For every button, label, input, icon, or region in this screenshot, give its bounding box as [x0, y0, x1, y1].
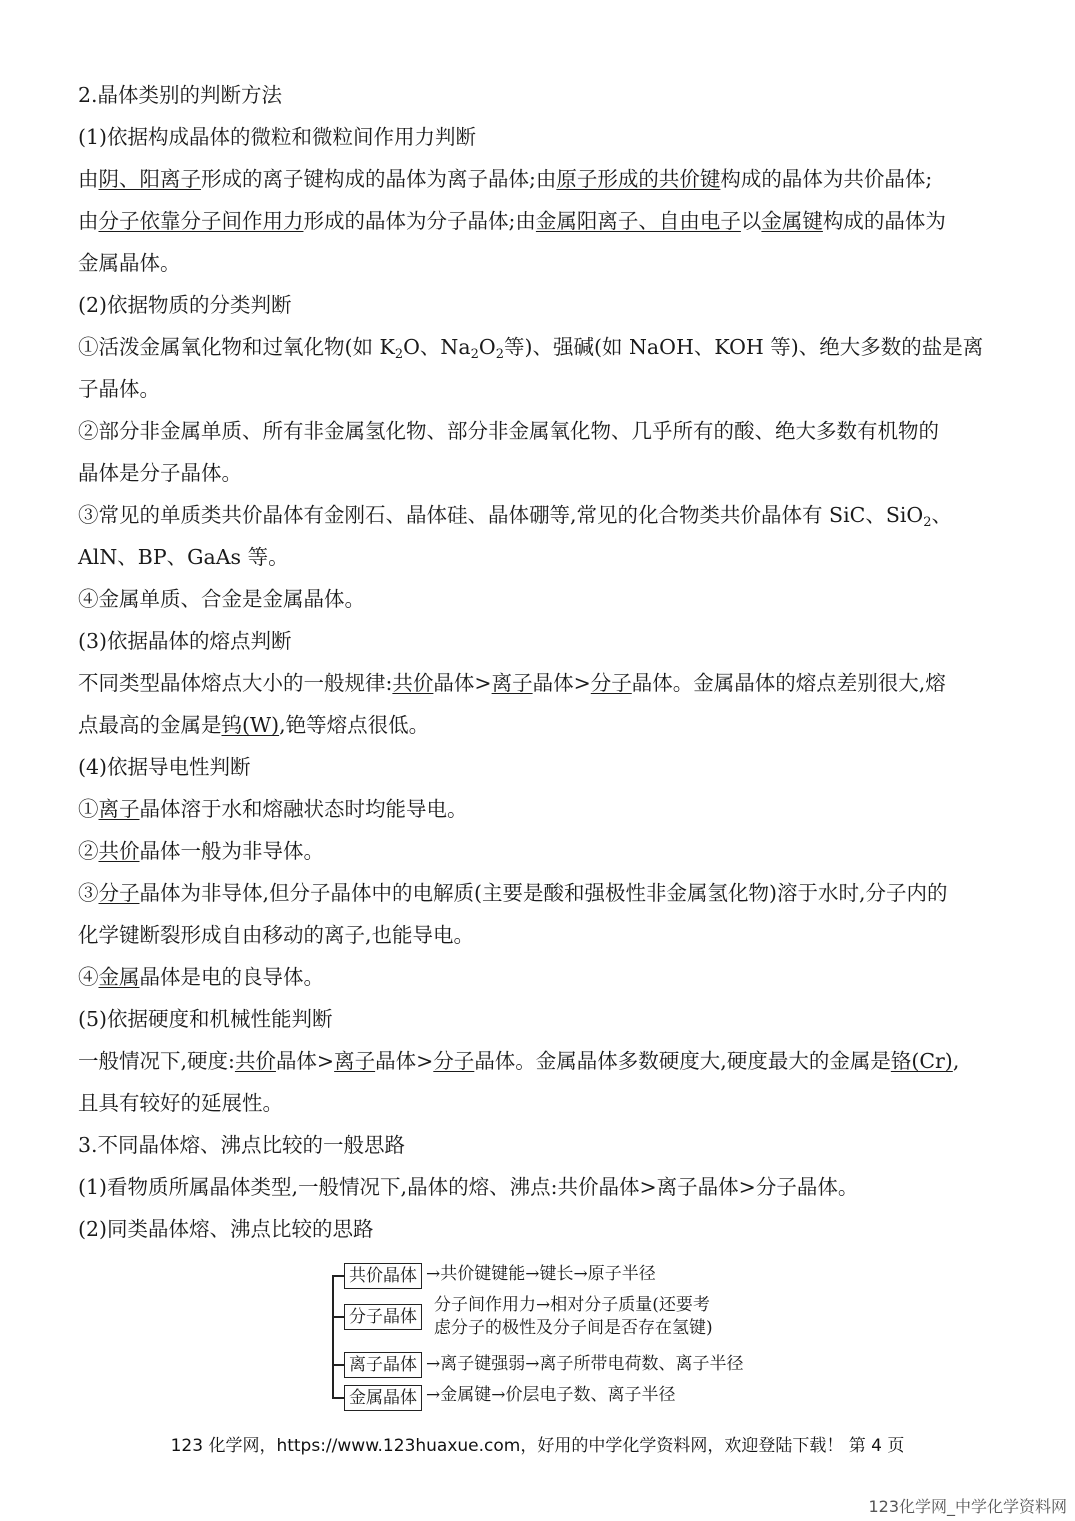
subheading-1: (1)依据构成晶体的微粒和微粒间作用力判断: [78, 125, 477, 149]
paragraph-line: 子晶体。: [78, 377, 160, 401]
desc-ionic-crystal: →离子键强弱→离子所带电荷数、离子半径: [426, 1354, 744, 1374]
answer-underline: 离子: [98, 797, 140, 821]
answer-underline: 原子形成的共价键: [556, 167, 721, 191]
paragraph-line: 一般情况下,硬度:共价晶体>离子晶体>分子晶体。金属晶体多数硬度大,硬度最大的金属是铬(Cr),: [78, 1049, 960, 1073]
answer-underline: 共价: [392, 671, 434, 695]
answer-underline: 离子: [491, 671, 533, 695]
paragraph-line: ④金属晶体是电的良导体。: [78, 965, 324, 989]
paragraph-line: (1)看物质所属晶体类型,一般情况下,晶体的熔、沸点:共价晶体>离子晶体>分子晶体。: [78, 1175, 859, 1199]
answer-underline: 金属阳离子、自由电子: [535, 209, 741, 233]
page-footer: 123 化学网，https://www.123huaxue.com，好用的中学化学资料网，欢迎登陆下载！ 第 4 页: [170, 1436, 905, 1456]
comparison-diagram: [326, 1260, 766, 1416]
heading-section-2: 2.晶体类别的判断方法: [78, 83, 283, 107]
paragraph-line: 点最高的金属是钨(W),铯等熔点很低。: [78, 713, 430, 737]
branch-line: [332, 1397, 344, 1399]
answer-underline: 离子: [334, 1049, 376, 1073]
box-ionic-crystal: 离子晶体: [344, 1352, 422, 1378]
bracket-line: [332, 1276, 334, 1398]
answer-underline: 金属键: [761, 209, 823, 233]
answer-underline: 分子依靠分子间作用力: [98, 209, 304, 233]
paragraph-line: ③分子晶体为非导体,但分子晶体中的电解质(主要是酸和强极性非金属氢化物)溶于水时,分子内的: [78, 881, 948, 905]
subheading-4: (4)依据导电性判断: [78, 755, 251, 779]
branch-line: [332, 1316, 344, 1318]
heading-section-3: 3.不同晶体熔、沸点比较的一般思路: [78, 1133, 406, 1157]
paragraph-line: ①离子晶体溶于水和熔融状态时均能导电。: [78, 797, 468, 821]
paragraph-line: ②共价晶体一般为非导体。: [78, 839, 324, 863]
paragraph-line: 且具有较好的延展性。: [78, 1091, 283, 1115]
answer-underline: 分子: [98, 881, 140, 905]
desc-covalent-crystal: →共价键键能→键长→原子半径: [426, 1264, 656, 1284]
subheading-3: (3)依据晶体的熔点判断: [78, 629, 292, 653]
site-watermark: 123化学网_中学化学资料网: [868, 1497, 1067, 1516]
paragraph-line: 化学键断裂形成自由移动的离子,也能导电。: [78, 923, 475, 947]
paragraph-line: 不同类型晶体熔点大小的一般规律:共价晶体>离子晶体>分子晶体。金属晶体的熔点差别很大,熔: [78, 671, 946, 695]
paragraph-line: ②部分非金属单质、所有非金属氢化物、部分非金属氧化物、几乎所有的酸、绝大多数有机物的: [78, 419, 939, 443]
subheading-6: (2)同类晶体熔、沸点比较的思路: [78, 1217, 374, 1241]
answer-underline: 阴、阳离子: [98, 167, 201, 191]
paragraph-line: 由阴、阳离子形成的离子键构成的晶体为离子晶体;由原子形成的共价键构成的晶体为共价晶体;: [78, 167, 933, 191]
paragraph-line: ①活泼金属氧化物和过氧化物(如 $K_2O$、$Na_2O_2$等)、强碱(如 NaOH、KOH 等)、绝大多数的盐是离: [78, 335, 984, 362]
desc-molecular-crystal-line1: 分子间作用力→相对分子质量(还要考: [434, 1295, 710, 1315]
paragraph-line: AlN、BP、GaAs 等。: [78, 545, 289, 569]
answer-underline: 金属: [98, 965, 140, 989]
branch-line: [332, 1364, 344, 1366]
subheading-2: (2)依据物质的分类判断: [78, 293, 292, 317]
paragraph-line: 由分子依靠分子间作用力形成的晶体为分子晶体;由金属阳离子、自由电子以金属键构成的晶体为: [78, 209, 946, 233]
answer-underline: 共价: [98, 839, 140, 863]
box-metallic-crystal: 金属晶体: [344, 1385, 422, 1411]
answer-underline: 分子: [590, 671, 632, 695]
box-covalent-crystal: 共价晶体: [344, 1263, 422, 1289]
paragraph-line: ③常见的单质类共价晶体有金刚石、晶体硅、晶体硼等,常见的化合物类共价晶体有 SiC、SiO$_2$、: [78, 503, 953, 530]
answer-underline: 铬(Cr): [890, 1049, 953, 1073]
answer-underline: 钨(W): [221, 713, 280, 737]
subheading-5: (5)依据硬度和机械性能判断: [78, 1007, 333, 1031]
desc-metallic-crystal: →金属键→价层电子数、离子半径: [426, 1385, 676, 1405]
branch-line: [332, 1275, 344, 1277]
paragraph-line: ④金属单质、合金是金属晶体。: [78, 587, 365, 611]
document-body: [78, 74, 998, 1250]
paragraph-line: 晶体是分子晶体。: [78, 461, 242, 485]
desc-molecular-crystal-line2: 虑分子的极性及分子间是否存在氢键): [434, 1318, 713, 1338]
box-molecular-crystal: 分子晶体: [344, 1304, 422, 1330]
answer-underline: 共价: [234, 1049, 276, 1073]
answer-underline: 分子: [433, 1049, 475, 1073]
paragraph-line: 金属晶体。: [78, 251, 181, 275]
